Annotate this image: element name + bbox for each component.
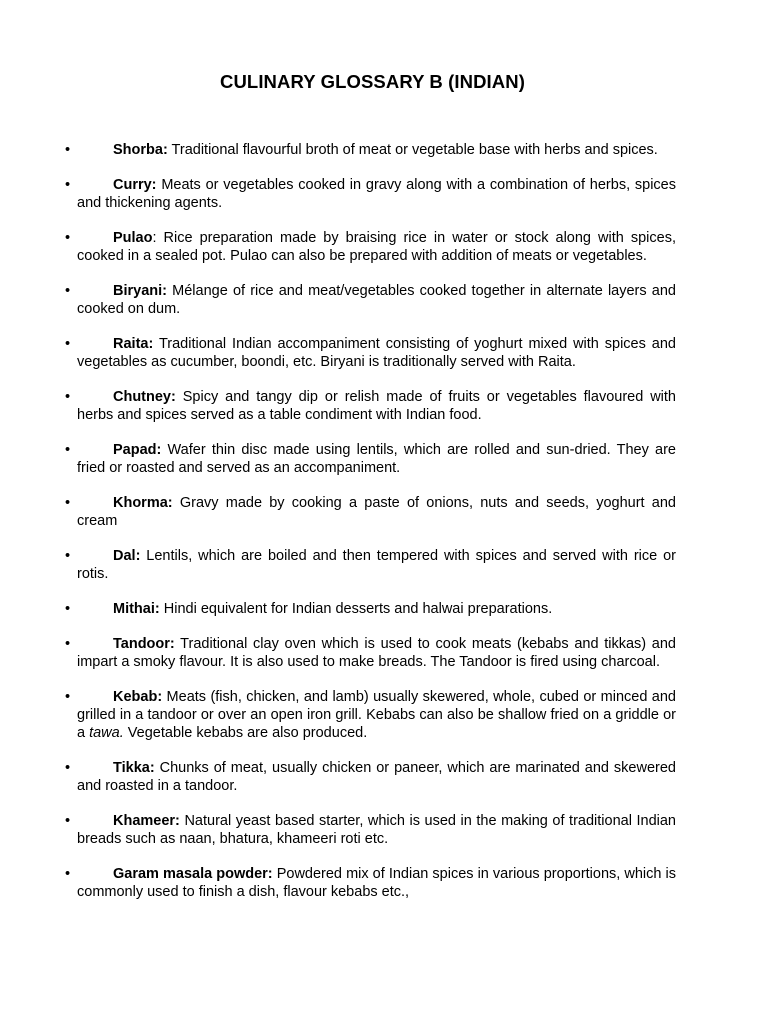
glossary-definition: Gravy made by cooking a paste of onions, nuts and seeds, yoghurt and cream (77, 495, 676, 529)
glossary-definition: Powdered mix of Indian spices in various proportions, which is commonly used to finish a dish, flavour kebabs etc., (77, 866, 676, 900)
glossary-definition: Wafer thin disc made using lentils, which are rolled and sun-dried. They are fried or roasted and served as an accompaniment. (77, 442, 676, 476)
entry-text (77, 441, 676, 477)
glossary-definition: Hindi equivalent for Indian desserts and halwai preparations. (159, 601, 553, 617)
glossary-entry-tandoor (0, 635, 768, 671)
glossary-term: Shorba: (113, 142, 168, 158)
bullet-icon: • (65, 636, 71, 652)
entry-text (77, 812, 676, 848)
glossary-term: Tikka: (113, 760, 155, 776)
glossary-list (0, 141, 768, 918)
glossary-definition-emphasis: tawa. (89, 725, 124, 741)
entry-text (77, 865, 676, 901)
glossary-entry-biryani (0, 282, 768, 318)
glossary-term: Papad: (113, 442, 162, 458)
glossary-term: Raita: (113, 336, 154, 352)
bullet-icon: • (65, 177, 71, 193)
glossary-term: Dal: (113, 548, 141, 564)
glossary-definition: Spicy and tangy dip or relish made of fruits or vegetables flavoured with herbs and spices served as a table condiment with Indian food. (77, 389, 676, 423)
glossary-term: Khameer: (113, 813, 180, 829)
glossary-entry-curry (0, 176, 768, 212)
bullet-icon: • (65, 142, 71, 158)
entry-text (77, 759, 676, 795)
entry-text (77, 494, 676, 530)
entry-text (77, 547, 676, 583)
glossary-term: Chutney: (113, 389, 176, 405)
entry-text (77, 176, 676, 212)
entry-text (77, 335, 676, 371)
glossary-entry-dal (0, 547, 768, 583)
bullet-icon: • (65, 866, 71, 882)
glossary-term: Curry: (113, 177, 157, 193)
glossary-definition: Traditional Indian accompaniment consisting of yoghurt mixed with spices and vegetables as cucumber, boondi, etc. Biryani is traditionally served with Raita. (77, 336, 676, 370)
entry-text (77, 688, 676, 742)
entry-text (77, 282, 676, 318)
glossary-entry-papad (0, 441, 768, 477)
glossary-definition: Traditional flavourful broth of meat or vegetable base with herbs and spices. (167, 142, 658, 158)
document-title: CULINARY GLOSSARY B (INDIAN) (220, 71, 525, 92)
bullet-icon: • (65, 689, 71, 705)
entry-text (77, 388, 676, 424)
glossary-term: Garam masala powder: (113, 866, 273, 882)
glossary-definition: Meats or vegetables cooked in gravy along with a combination of herbs, spices and thickening agents. (77, 177, 676, 211)
glossary-entry-pulao (0, 229, 768, 265)
glossary-definition: Lentils, which are boiled and then tempered with spices and served with rice or rotis. (77, 548, 676, 582)
entry-text (77, 229, 676, 265)
glossary-term: Tandoor: (113, 636, 175, 652)
glossary-entry-shorba (0, 141, 768, 159)
glossary-definition: Chunks of meat, usually chicken or paneer, which are marinated and skewered and roasted in a tandoor. (77, 760, 676, 794)
glossary-entry-tikka (0, 759, 768, 795)
entry-text (77, 635, 676, 671)
glossary-entry-khameer (0, 812, 768, 848)
bullet-icon: • (65, 230, 71, 246)
bullet-icon: • (65, 601, 71, 617)
glossary-term: Kebab: (113, 689, 163, 705)
glossary-entry-khorma (0, 494, 768, 530)
glossary-definition: Natural yeast based starter, which is used in the making of traditional Indian breads such as naan, bhatura, khameeri roti etc. (77, 813, 676, 847)
glossary-definition: Meats (fish, chicken, and lamb) usually skewered, whole, cubed or minced and grilled in a tandoor or over an open iron grill. Kebabs can also be shallow fried on a griddle or a (77, 689, 676, 741)
bullet-icon: • (65, 283, 71, 299)
glossary-definition: Mélange of rice and meat/vegetables cooked together in alternate layers and cooked on dum. (77, 283, 676, 317)
glossary-term: Mithai: (113, 601, 160, 617)
bullet-icon: • (65, 813, 71, 829)
glossary-entry-kebab (0, 688, 768, 742)
glossary-definition: : Rice preparation made by braising rice in water or stock along with spices, cooked in a sealed pot. Pulao can also be prepared with addition of meats or vegetables. (77, 230, 676, 264)
bullet-icon: • (65, 442, 71, 458)
bullet-icon: • (65, 548, 71, 564)
entry-text (77, 600, 676, 618)
bullet-icon: • (65, 495, 71, 511)
glossary-term: Biryani: (113, 283, 167, 299)
glossary-term: Pulao (113, 230, 153, 246)
glossary-definition: Traditional clay oven which is used to cook meats (kebabs and tikkas) and impart a smoky flavour. It is also used to make breads. The Tandoor is fired using charcoal. (77, 636, 676, 670)
glossary-term: Khorma: (113, 495, 173, 511)
bullet-icon: • (65, 336, 71, 352)
entry-text (77, 141, 676, 159)
glossary-definition-continued: Vegetable kebabs are also produced. (123, 725, 368, 741)
glossary-entry-chutney (0, 388, 768, 424)
glossary-entry-mithai (0, 600, 768, 618)
bullet-icon: • (65, 389, 71, 405)
bullet-icon: • (65, 760, 71, 776)
glossary-entry-raita (0, 335, 768, 371)
glossary-entry-garam-masala-powder (0, 865, 768, 901)
